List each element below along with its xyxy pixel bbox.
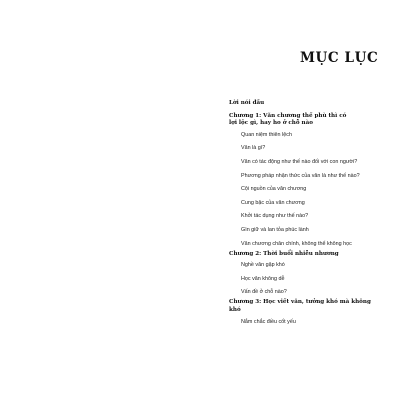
toc-entry: Khởi tác dụng như thế nào? [241, 213, 309, 220]
chapter-1 [229, 113, 379, 248]
toc-entry: Học văn không dễ [241, 275, 285, 282]
toc-entry: Quan niệm thiên lệch [241, 131, 292, 138]
chapter-1-title-line-2: lợi lộc gì, hay ho ở chỗ nào [229, 120, 313, 127]
table-of-contents [229, 100, 379, 326]
page-title: MỤC LỤC [300, 50, 379, 66]
toc-entry: Gìn giữ và lan tỏa phúc lành [241, 226, 309, 233]
toc-entry: Nghề văn gặp khó [241, 262, 285, 269]
chapter-2-title: Chương 2: Thời buổi nhiễu nhương [229, 250, 339, 257]
toc-preface: Lời nói đầu [229, 100, 265, 106]
toc-entry: Cội nguồn của văn chương [241, 186, 307, 193]
toc-entry: Phương pháp nhận thức của văn là như thế nào? [241, 172, 360, 179]
chapter-3 [229, 299, 379, 325]
toc-entry: Vấn đề ở chỗ nào? [241, 289, 287, 296]
toc-entry: Nắm chắc điều cốt yếu [241, 318, 296, 325]
toc-entry: Văn chương chân chính, không thể không học [241, 240, 352, 247]
chapter-3-title: Chương 3: Học viết văn, tưởng khó mà không khó [229, 299, 371, 313]
toc-entry: Văn là gì? [241, 145, 266, 152]
chapter-1-title-line-1: Chương 1: Văn chương thế phù thì có [229, 112, 347, 119]
toc-entry: Văn có tác động như thế nào đối với con người? [241, 158, 358, 165]
toc-entry: Cung bậc của văn chương [241, 199, 305, 206]
chapter-2 [229, 251, 379, 297]
